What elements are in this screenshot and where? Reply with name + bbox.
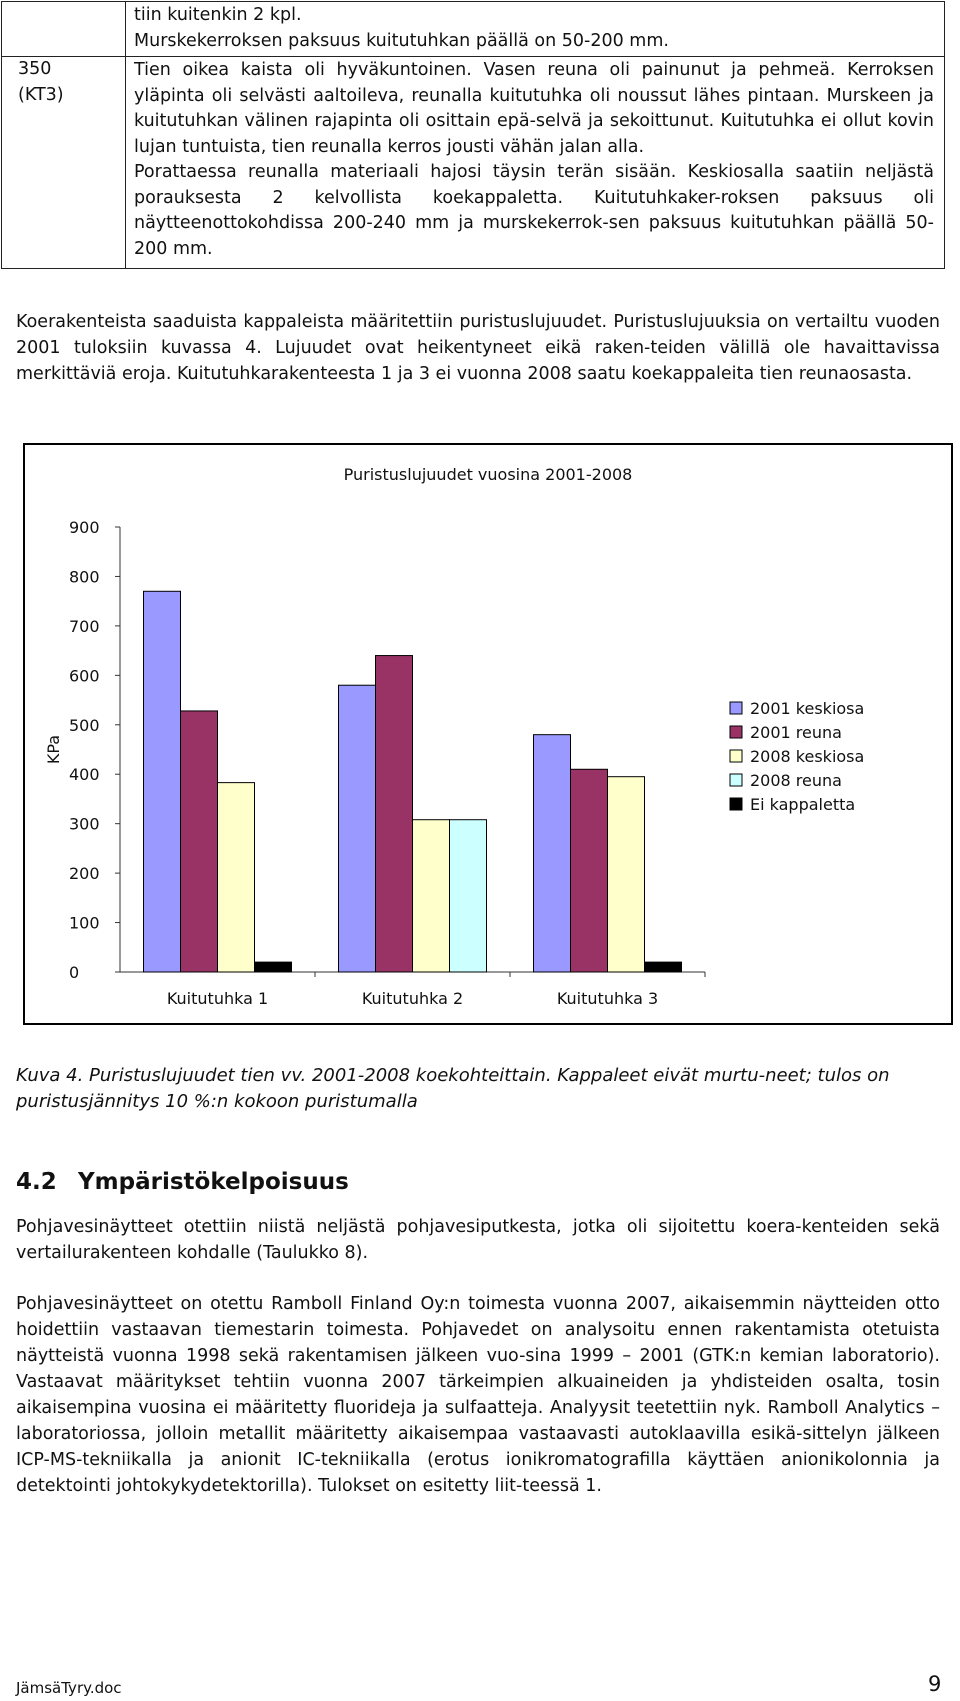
legend-swatch <box>730 702 742 714</box>
y-tick-label: 0 <box>69 963 80 982</box>
table-row-code: (KT3) <box>18 84 64 105</box>
bar-2001-keskiosa <box>534 735 571 972</box>
y-tick-label: 800 <box>69 567 100 587</box>
results-table <box>1 1 945 269</box>
footer-page-number: 9 <box>928 1672 942 1696</box>
legend-label: 2001 reuna <box>750 723 842 742</box>
bar-chart <box>23 443 953 1025</box>
chart-title: Puristuslujuudet vuosina 2001-2008 <box>343 465 633 484</box>
legend-swatch <box>730 774 742 786</box>
bar-2001-keskiosa <box>144 591 181 972</box>
table-cell-text <box>126 57 945 269</box>
bar-2008-reuna <box>450 820 487 972</box>
x-tick-label: Kuitutuhka 3 <box>556 989 659 1008</box>
y-tick-label: 300 <box>69 814 100 834</box>
y-axis-label: KPa <box>44 734 63 765</box>
table-row <box>2 57 945 269</box>
section-heading <box>16 1167 349 1197</box>
y-tick-label: 500 <box>69 715 100 735</box>
bar-2008-keskiosa <box>218 783 255 972</box>
y-tick-label: 100 <box>69 913 100 933</box>
intro-paragraph: Koerakenteista saaduista kappaleista määritettiin puristuslujuudet. Puristuslujuuksia on vertailtu vuoden 2001 tuloksiin kuvassa 4. Lujuudet ovat heikentyneet eikä raken-teiden välillä ole havaittavissa merkittäviä eroja. Kuitutuhkarakenteesta 1 ja 3 ei vuonna 2008 saatu koekappaleita tien reunaosasta. <box>16 312 940 384</box>
footer-filename: JämsäTyry.doc <box>16 1679 122 1697</box>
bar-2001-reuna <box>181 711 218 972</box>
legend-label: 2008 reuna <box>750 771 842 790</box>
y-tick-label: 600 <box>69 666 100 686</box>
body-paragraph: Pohjavesinäytteet on otettu Ramboll Finland Oy:n toimesta vuonna 2007, aikaisemmin näytteiden otto hoidettiin vastaavan tiemestarin toimesta. Pohjavedet on analysoitu ennen rakentamista otetuista näytteistä vuonna 1998 sekä rakentamisen jälkeen vuo-sina 1999 – 2001 (GTK:n kemian laboratorio). Vastaavat määritykset tehtiin vuonna 2007 tärkeimpien alkuaineiden ja yhdisteiden osalta, tosin aikaisempina vuosina ei määritetty fluorideja ja sulfaatteja. Analyysit teetettiin nyk. Ramboll Analytics – laboratoriossa, jolloin metallit määritetty aikaisempaa vastaavasti autoklaavilla esikä-sittelyn jälkeen ICP-MS-tekniikalla ja anionit IC-tekniikalla (erotus ionikromatografilla käyttäen anionikolonnia ja detektointi johtokykydetektorilla). Tulokset on esitetty liit-teessä 1. <box>16 1294 940 1496</box>
table-text-line: Tien oikea kaista oli hyväkuntoinen. Vasen reuna oli painunut ja pehmeä. Kerroksen yläpinta oli selvästi aaltoileva, reunalla kuitutuhka oli noussut lähes pintaan. Murskeen ja kuitutuhkan välinen rajapinta oli osittain epä-selvä ja sekoittunut. Kuitutuhka ei ollut kovin lujan tuntuista, tien reunalla kerros jousti vähän jalan alla. <box>134 60 934 157</box>
legend-swatch <box>730 726 742 738</box>
table-text-line: Murskekerroksen paksuus kuitutuhkan päällä on 50-200 mm. <box>134 30 669 51</box>
x-tick-label: Kuitutuhka 1 <box>166 989 269 1008</box>
section-number: 4.2 <box>16 1169 57 1195</box>
bar-ei-kappaletta <box>645 962 682 972</box>
table-cell-text <box>126 2 945 57</box>
figure-caption: Kuva 4. Puristuslujuudet tien vv. 2001-2008 koekohteittain. Kappaleet eivät murtu-neet; tulos on puristusjännitys 10 %:n kokoon puristumalla <box>16 1065 890 1112</box>
table-cell-id <box>2 57 126 269</box>
y-tick-label: 700 <box>69 616 100 636</box>
body-paragraph: Pohjavesinäytteet otettiin niistä neljästä pohjavesiputkesta, jotka oli sijoitettu koera-kenteiden sekä vertailurakenteen kohdalle (Taulukko 8). <box>16 1217 940 1263</box>
bar-2001-reuna <box>571 769 608 972</box>
y-tick-label: 900 <box>69 518 100 537</box>
legend-label: 2001 keskiosa <box>750 699 865 718</box>
chart-svg <box>25 445 951 1023</box>
legend-swatch <box>730 750 742 762</box>
bar-ei-kappaletta <box>255 962 292 972</box>
table-row <box>2 2 945 57</box>
legend-label: 2008 keskiosa <box>750 747 865 766</box>
table-cell-id <box>2 2 126 57</box>
section-title: Ympäristökelpoisuus <box>78 1169 349 1195</box>
y-tick-label: 200 <box>69 864 100 884</box>
legend-label: Ei kappaletta <box>750 795 856 814</box>
table-text-line: Porattaessa reunalla materiaali hajosi täysin terän sisään. Keskiosalla saatiin neljästä porauksesta 2 kelvollista koekappaletta. Kuitutuhkaker-roksen paksuus oli näytteenottokohdissa 200-240 mm ja murskekerrok-sen paksuus kuitutuhkan päällä 50-200 mm. <box>134 162 934 259</box>
bar-2008-keskiosa <box>608 777 645 972</box>
legend-swatch <box>730 798 742 810</box>
table-row-id: 350 <box>18 59 52 79</box>
x-tick-label: Kuitutuhka 2 <box>361 989 464 1008</box>
table-text-line: tiin kuitenkin 2 kpl. <box>134 5 302 25</box>
bar-2001-reuna <box>376 656 413 972</box>
y-tick-label: 400 <box>69 765 100 785</box>
bar-2001-keskiosa <box>339 685 376 972</box>
bar-2008-keskiosa <box>413 820 450 972</box>
